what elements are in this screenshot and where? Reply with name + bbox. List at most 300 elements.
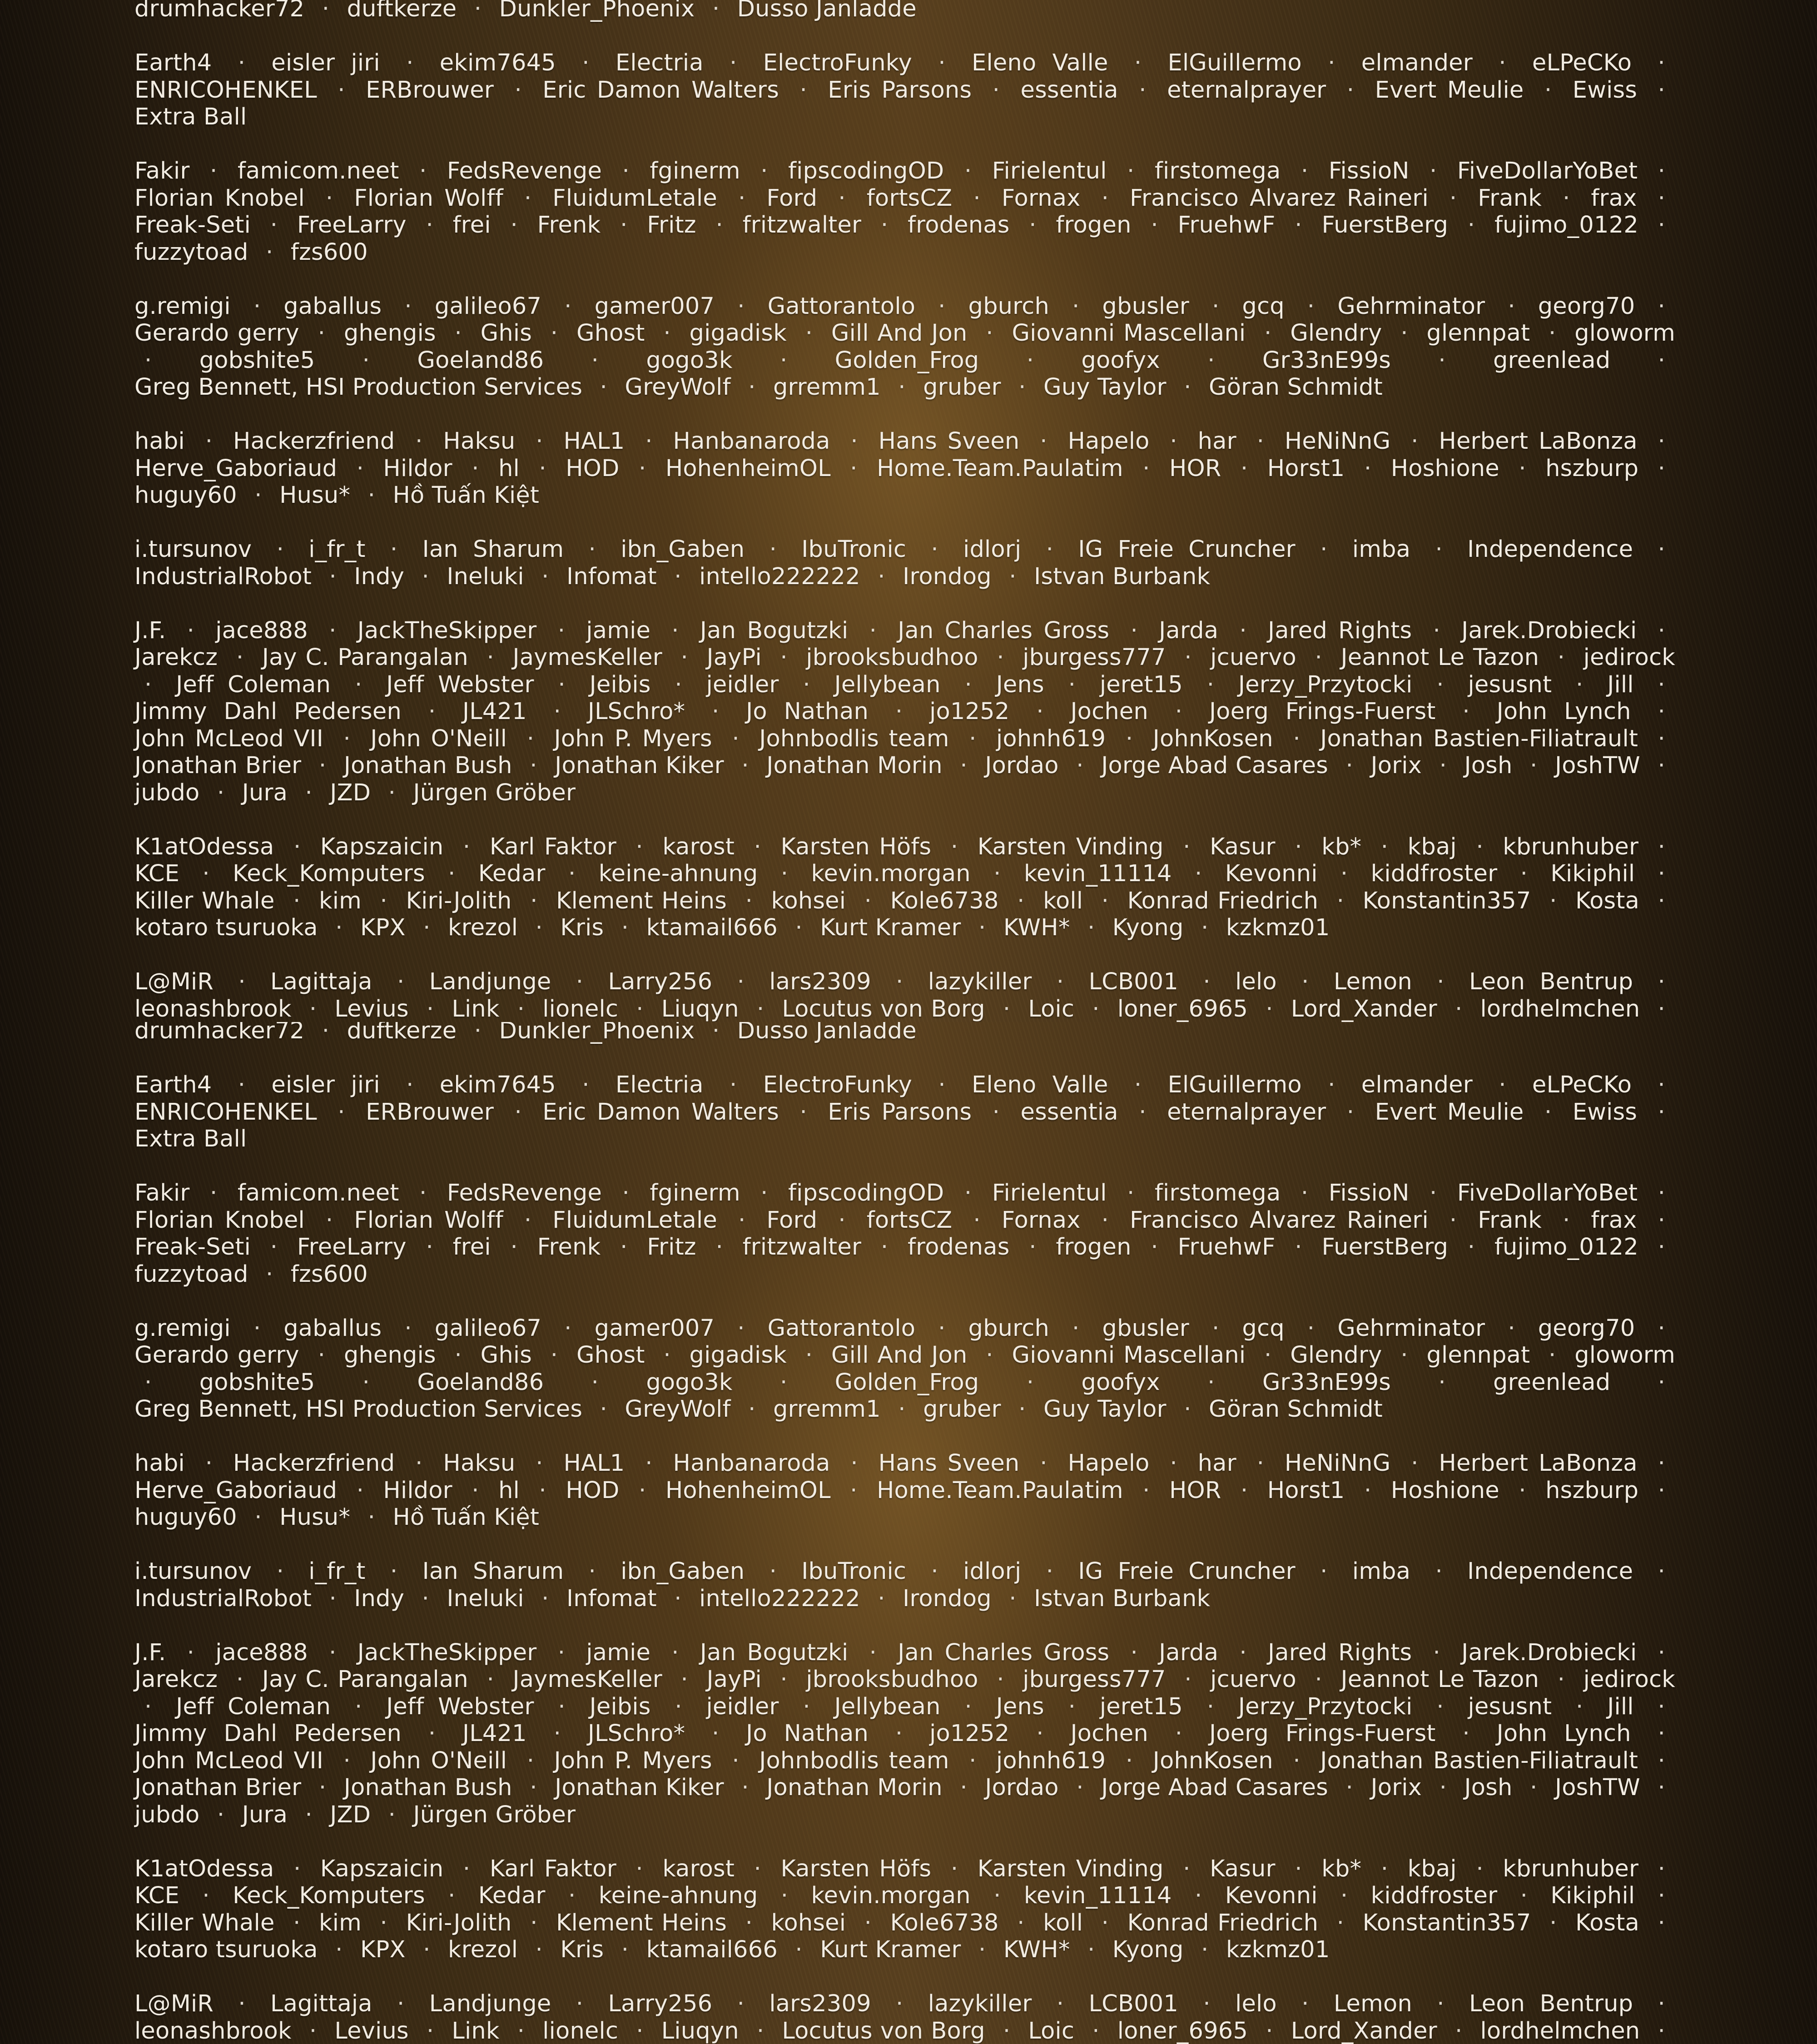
credit-name: Lord_Xander [1291, 2018, 1437, 2044]
credit-name: lionelc [542, 2018, 618, 2044]
credit-name: Kris [560, 914, 604, 941]
separator-dot: · [744, 833, 771, 861]
credit-name: Greg Bennett, HSI Production Services [134, 1396, 582, 1423]
separator-dot: · [1124, 50, 1152, 77]
credit-name: ktamail666 [646, 914, 778, 941]
separator-dot: · [885, 698, 913, 725]
separator-dot: · [1191, 914, 1218, 942]
credit-name: Keck_Komputers [233, 860, 425, 887]
separator-dot: · [1058, 671, 1086, 699]
credit-name: jesusnt [1468, 1693, 1552, 1720]
separator-dot: · [1371, 833, 1398, 861]
separator-dot: · [1335, 752, 1363, 779]
credit-name: fipscodingOD [788, 158, 944, 184]
credit-name: Jens [996, 671, 1044, 698]
credit-name: K1atOdessa [134, 833, 274, 860]
separator-dot: · [735, 888, 763, 915]
separator-dot: · [1318, 50, 1345, 77]
separator-dot: · [526, 914, 553, 942]
credit-name: LCB001 [1089, 968, 1179, 995]
separator-dot: · [871, 212, 898, 239]
credit-name: Keck_Komputers [233, 1882, 425, 1909]
separator-dot: · [1132, 455, 1160, 482]
credit-name: karost [662, 833, 735, 860]
separator-dot: · [1466, 1855, 1493, 1883]
credit-name: Herbert LaBonza [1439, 1450, 1637, 1477]
separator-dot: · [968, 1936, 996, 1964]
credit-name: fzs600 [291, 1261, 368, 1288]
separator-dot: · [1648, 671, 1675, 699]
credit-name: Francisco Alvarez Raineri [1130, 185, 1429, 212]
separator-dot: · [1520, 1774, 1547, 1801]
separator-dot: · [886, 1990, 913, 2018]
separator-dot: · [828, 1207, 855, 1234]
credit-name: kevin_11114 [1024, 860, 1172, 887]
credit-name: Jellybean [834, 671, 941, 698]
separator-dot: · [1648, 212, 1675, 239]
separator-dot: · [1229, 1639, 1256, 1667]
credit-name: firstomega [1155, 158, 1281, 184]
separator-dot: · [629, 1477, 656, 1504]
credit-name: lordhelmchen [1480, 2018, 1640, 2044]
separator-dot: · [1327, 1910, 1354, 1937]
credit-name: kb* [1321, 833, 1361, 860]
separator-dot: · [727, 1315, 755, 1342]
credit-name: Leon Bentrup [1469, 1990, 1633, 2017]
separator-dot: · [760, 536, 787, 563]
separator-dot: · [462, 1477, 489, 1504]
separator-dot: · [941, 833, 968, 861]
credit-name: Karsten Vinding [978, 833, 1164, 860]
credit-name: L@MiR [134, 1990, 213, 2017]
separator-dot: · [702, 0, 730, 23]
credit-name: intello222222 [699, 1585, 860, 1612]
separator-dot: · [1566, 1693, 1593, 1721]
separator-dot: · [514, 1207, 541, 1234]
separator-dot: · [387, 1990, 414, 2018]
separator-dot: · [976, 320, 1003, 347]
credit-name: GreyWolf [625, 374, 730, 401]
credit-name: L@MiR [134, 968, 213, 995]
separator-dot: · [309, 1774, 336, 1801]
separator-dot: · [1498, 1315, 1525, 1342]
credit-name: Hackerzfriend [233, 428, 395, 455]
separator-dot: · [610, 1234, 637, 1261]
credit-name: Jan Charles Gross [898, 617, 1109, 644]
separator-dot: · [1648, 1072, 1675, 1099]
separator-dot: · [1648, 50, 1675, 77]
separator-dot: · [416, 1234, 443, 1261]
separator-dot: · [548, 1693, 575, 1721]
credit-name: Indy [354, 1585, 404, 1612]
credit-name: goofyx [1081, 1369, 1160, 1396]
separator-dot: · [1445, 2018, 1472, 2044]
credit-name: Jimmy Dahl Pedersen [134, 1720, 402, 1747]
credit-name: Leon Bentrup [1469, 968, 1633, 995]
credit-name: jamie [586, 1639, 650, 1666]
credit-name: frodenas [908, 212, 1010, 238]
credit-name: Francisco Alvarez Raineri [1130, 1207, 1429, 1234]
credit-name: imba [1352, 1558, 1410, 1585]
credit-name: Hans Sveen [879, 428, 1020, 455]
credit-name: Evert Meulie [1375, 77, 1524, 104]
credit-name: lelo [1235, 1990, 1277, 2017]
separator-dot: · [1327, 888, 1354, 915]
credit-name: kohsei [771, 888, 846, 914]
credit-name: Herbert LaBonza [1439, 428, 1637, 455]
credit-name: Dusso Janladde [737, 1022, 917, 1044]
credit-name: gburch [968, 1315, 1049, 1342]
separator-dot: · [504, 77, 531, 104]
credit-name: JohnKosen [1153, 1747, 1273, 1774]
credit-name: Freak-Seti [134, 1234, 251, 1260]
separator-dot: · [1566, 671, 1593, 699]
separator-dot: · [1420, 1180, 1447, 1207]
credit-name: FruehwF [1178, 212, 1276, 238]
separator-dot: · [1256, 996, 1283, 1022]
credit-name: Jura [242, 779, 288, 806]
credit-name: Kiri-Jolith [406, 888, 511, 914]
credit-name: johnh619 [996, 725, 1106, 752]
credit-name: duftkerze [347, 0, 457, 22]
separator-dot: · [418, 698, 446, 725]
separator-dot: · [771, 1882, 798, 1910]
separator-dot: · [1291, 968, 1319, 996]
separator-dot: · [1648, 1234, 1675, 1261]
credit-name: FreeLarry [297, 212, 407, 238]
separator-dot: · [1285, 1234, 1312, 1261]
credit-name: jace888 [215, 1639, 308, 1666]
separator-dot: · [1247, 428, 1274, 455]
credit-name: JLSchro* [588, 1720, 685, 1747]
credit-name: Kiri-Jolith [406, 1910, 511, 1936]
separator-dot: · [1174, 644, 1201, 671]
separator-dot: · [358, 1504, 385, 1531]
credit-name: ibn_Gaben [621, 1558, 745, 1585]
credit-name: krezol [448, 914, 518, 941]
credit-name: Liuqyn [661, 2018, 739, 2044]
credit-name: kevin.morgan [811, 860, 971, 887]
separator-dot: · [928, 1315, 955, 1342]
credit-name: FiveDollarYoBet [1457, 1180, 1638, 1206]
credit-name: Jo Nathan [746, 698, 869, 725]
separator-dot: · [1553, 1207, 1580, 1234]
separator-dot: · [1648, 1774, 1675, 1801]
separator-dot: · [358, 482, 385, 509]
separator-dot: · [256, 239, 283, 266]
separator-dot: · [352, 347, 380, 374]
separator-dot: · [416, 212, 443, 239]
separator-dot: · [705, 212, 733, 239]
separator-dot: · [1648, 428, 1675, 455]
separator-dot: · [1648, 1910, 1675, 1937]
credit-name: fritzwalter [743, 212, 862, 238]
credit-name: FuerstBerg [1321, 1234, 1448, 1260]
separator-dot: · [1420, 158, 1447, 185]
credit-name: famicom.neet [238, 1180, 399, 1206]
credit-name: kzkmz01 [1226, 1936, 1330, 1963]
credit-name: Gill And Jon [831, 320, 968, 347]
separator-dot: · [590, 374, 617, 401]
credit-name: jubdo [134, 779, 199, 806]
separator-dot: · [1092, 185, 1119, 212]
credit-name: leonashbrook [134, 996, 292, 1022]
separator-dot: · [921, 536, 948, 563]
credit-name: loner_6965 [1117, 996, 1248, 1022]
separator-dot: · [308, 320, 335, 347]
credit-name: frei [453, 1234, 491, 1260]
credit-name: Jeibis [590, 1693, 651, 1720]
separator-dot: · [859, 617, 887, 645]
separator-dot: · [1354, 1477, 1381, 1504]
separator-dot: · [1534, 1099, 1562, 1126]
credit-name: Loic [1028, 996, 1074, 1022]
separator-dot: · [1174, 374, 1201, 401]
credit-name: georg70 [1538, 1315, 1635, 1342]
credit-name: FiveDollarYoBet [1457, 158, 1638, 184]
credit-name: gburch [968, 293, 1049, 320]
separator-dot: · [520, 1774, 547, 1801]
credit-name: galileo67 [435, 1315, 541, 1342]
separator-dot: · [464, 1022, 491, 1045]
separator-dot: · [1047, 1990, 1074, 2018]
credit-name: leonashbrook [134, 2018, 292, 2044]
separator-dot: · [283, 888, 310, 915]
credit-name: Jarekcz [134, 644, 218, 671]
credit-name: Killer Whale [134, 1910, 275, 1936]
credit-name: Kole6738 [890, 888, 999, 914]
credit-name: Jürgen Gröber [413, 1801, 576, 1828]
credit-name: Kurt Kramer [820, 1936, 961, 1963]
separator-dot: · [795, 320, 823, 347]
separator-dot: · [413, 914, 440, 942]
credit-name: ghengis [344, 320, 436, 347]
separator-dot: · [444, 1342, 472, 1369]
credit-name: Fritz [647, 1234, 696, 1260]
credit-name: ktamail666 [646, 1936, 778, 1963]
separator-dot: · [1426, 671, 1454, 699]
credit-name: Eris Parsons [828, 1099, 972, 1126]
credit-name: greenlead [1493, 347, 1610, 374]
separator-dot: · [1648, 1180, 1675, 1207]
credit-name: Jeff Webster [386, 671, 534, 698]
credit-name: Jochen [1070, 1720, 1148, 1747]
credit-name: Jorge Abad Casares [1101, 1774, 1328, 1801]
credit-name: Kyong [1112, 1936, 1184, 1963]
credit-name: Jürgen Gröber [413, 779, 576, 806]
separator-dot: · [750, 1180, 778, 1207]
separator-dot: · [928, 1072, 955, 1099]
credit-name: elmander [1361, 50, 1473, 76]
credit-name: Karsten Höfs [780, 833, 931, 860]
credit-name: Kedar [478, 1882, 546, 1909]
separator-dot: · [664, 1585, 691, 1612]
separator-dot: · [1202, 1315, 1229, 1342]
credit-name: drumhacker72 [134, 1022, 304, 1044]
separator-dot: · [1648, 1450, 1675, 1477]
separator-dot: · [999, 563, 1026, 590]
credit-name: Hồ Tuấn Kiệt [392, 482, 539, 509]
credit-name: Haksu [443, 1450, 515, 1477]
credit-name: Independence [1467, 536, 1633, 563]
credit-name: Irondog [903, 1585, 992, 1612]
credit-name: jeidler [706, 671, 779, 698]
separator-dot: · [1191, 1936, 1218, 1964]
separator-dot: · [976, 1342, 1003, 1369]
separator-dot: · [1077, 914, 1105, 942]
separator-dot: · [1489, 50, 1516, 77]
separator-dot: · [993, 996, 1020, 1022]
separator-dot: · [1548, 644, 1575, 671]
separator-dot: · [928, 293, 955, 320]
credit-name: kim [319, 888, 362, 914]
separator-dot: · [1066, 1774, 1093, 1801]
separator-dot: · [1458, 212, 1485, 239]
credit-name: Hildor [383, 1477, 452, 1504]
credit-name: Link [452, 996, 499, 1022]
credit-name: HOR [1169, 455, 1221, 482]
credit-name: Jimmy Dahl Pedersen [134, 698, 402, 725]
credit-name: gigadisk [690, 1342, 787, 1369]
separator-dot: · [1539, 320, 1566, 347]
credit-name: ElGuillermo [1168, 1072, 1302, 1098]
separator-dot: · [1193, 968, 1220, 996]
credit-name: i.tursunov [134, 536, 252, 563]
separator-dot: · [1428, 347, 1455, 374]
credit-name: Ewiss [1573, 1099, 1637, 1126]
separator-dot: · [665, 671, 692, 699]
credit-name: fzs600 [291, 239, 368, 266]
credit-name: gloworm [1574, 1342, 1675, 1369]
credit-name: Hackerzfriend [233, 1450, 395, 1477]
credit-name: Greg Bennett, HSI Production Services [134, 374, 582, 401]
separator-dot: · [1423, 617, 1450, 645]
credit-name: KCE [134, 860, 179, 887]
credit-name: Hoshione [1391, 1477, 1499, 1504]
separator-dot: · [744, 1855, 771, 1883]
separator-dot: · [1648, 455, 1675, 482]
credit-name: g.remigi [134, 1315, 231, 1342]
separator-dot: · [1648, 833, 1675, 861]
separator-dot: · [1648, 1558, 1675, 1585]
separator-dot: · [954, 158, 982, 185]
separator-dot: · [295, 1801, 323, 1829]
credit-name: firstomega [1155, 1180, 1281, 1206]
separator-dot: · [228, 1072, 255, 1099]
credit-name: JaymesKeller [512, 1666, 662, 1693]
separator-dot: · [453, 1855, 480, 1883]
credit-name: ElGuillermo [1168, 50, 1302, 76]
separator-dot: · [1648, 1882, 1675, 1910]
credit-name: Kikiphil [1550, 1882, 1635, 1909]
separator-dot: · [1117, 1180, 1144, 1207]
separator-dot: · [1231, 1477, 1258, 1504]
separator-dot: · [1197, 671, 1224, 699]
separator-dot: · [207, 1801, 234, 1829]
credit-name: Jellybean [834, 1693, 941, 1720]
separator-dot: · [319, 1585, 347, 1612]
separator-dot: · [548, 1639, 575, 1667]
credit-name: Herve_Gaboriaud [134, 1477, 337, 1504]
separator-dot: · [1193, 1990, 1220, 2018]
separator-dot: · [1430, 1774, 1457, 1801]
separator-dot: · [347, 1477, 374, 1504]
separator-dot: · [417, 2018, 444, 2044]
credit-name: Klement Heins [556, 1910, 727, 1936]
credit-name: jeret15 [1100, 1693, 1183, 1720]
separator-dot: · [722, 1747, 749, 1775]
separator-dot: · [134, 1693, 162, 1721]
credit-name: Jonathan Bastien-Filiatrault [1320, 1747, 1638, 1774]
credit-name: Guy Taylor [1043, 374, 1167, 401]
separator-dot: · [312, 0, 339, 23]
separator-dot: · [409, 1180, 437, 1207]
separator-dot: · [590, 1396, 617, 1423]
credit-name: John Lynch [1497, 1720, 1631, 1747]
credit-name: kotaro tsuruoka [134, 1936, 318, 1963]
separator-dot: · [1007, 888, 1034, 915]
credit-name: Hanbanaroda [673, 1450, 830, 1477]
separator-dot: · [999, 1585, 1026, 1612]
separator-dot: · [1116, 725, 1143, 753]
separator-dot: · [192, 860, 219, 888]
separator-dot: · [526, 1936, 553, 1964]
credit-name: Gerardo gerry [134, 1342, 299, 1369]
credit-name: IG Freie Cruncher [1078, 536, 1295, 563]
separator-dot: · [514, 185, 541, 212]
separator-dot: · [1648, 1990, 1675, 2018]
separator-dot: · [747, 2018, 774, 2044]
credit-name: Kapszaicin [320, 1855, 443, 1882]
credit-name: georg70 [1538, 293, 1635, 320]
credit-name: elmander [1361, 1072, 1473, 1098]
separator-dot: · [1305, 644, 1332, 671]
separator-dot: · [1427, 968, 1454, 996]
credit-name: gbusler [1102, 293, 1189, 320]
credit-name: Earth4 [134, 1072, 212, 1098]
separator-dot: · [1141, 1234, 1168, 1261]
separator-dot: · [886, 968, 913, 996]
credit-name: eisler jiri [271, 1072, 380, 1098]
credit-name: Kosta [1575, 888, 1639, 914]
credit-name: Kasur [1210, 1855, 1276, 1882]
separator-dot: · [409, 158, 437, 185]
separator-dot: · [760, 1558, 787, 1585]
credit-name: Kevonni [1225, 860, 1318, 887]
separator-dot: · [405, 1450, 432, 1477]
credit-name: Firielentul [992, 158, 1107, 184]
credit-name: HeNiNnG [1285, 428, 1390, 455]
separator-dot: · [888, 374, 915, 401]
credit-name: Jerzy_Przytocki [1238, 1693, 1413, 1720]
credit-name: Florian Knobel [134, 1207, 305, 1234]
credit-name: Jerzy_Przytocki [1238, 671, 1413, 698]
separator-dot: · [770, 644, 797, 671]
separator-dot: · [785, 1936, 812, 1964]
separator-dot: · [1297, 293, 1325, 320]
credit-name: John O'Neill [370, 725, 507, 752]
credit-name: Jonathan Kiker [555, 752, 724, 779]
separator-dot: · [611, 914, 639, 942]
credit-name: KWH* [1003, 1936, 1070, 1963]
credit-name: Eris Parsons [828, 77, 972, 104]
credit-name: Jan Charles Gross [898, 1639, 1109, 1666]
credit-name: Hapelo [1068, 1450, 1150, 1477]
credit-name: Kole6738 [890, 1910, 999, 1936]
separator-dot: · [793, 1693, 820, 1721]
separator-dot: · [1297, 1315, 1325, 1342]
separator-dot: · [1534, 77, 1562, 104]
